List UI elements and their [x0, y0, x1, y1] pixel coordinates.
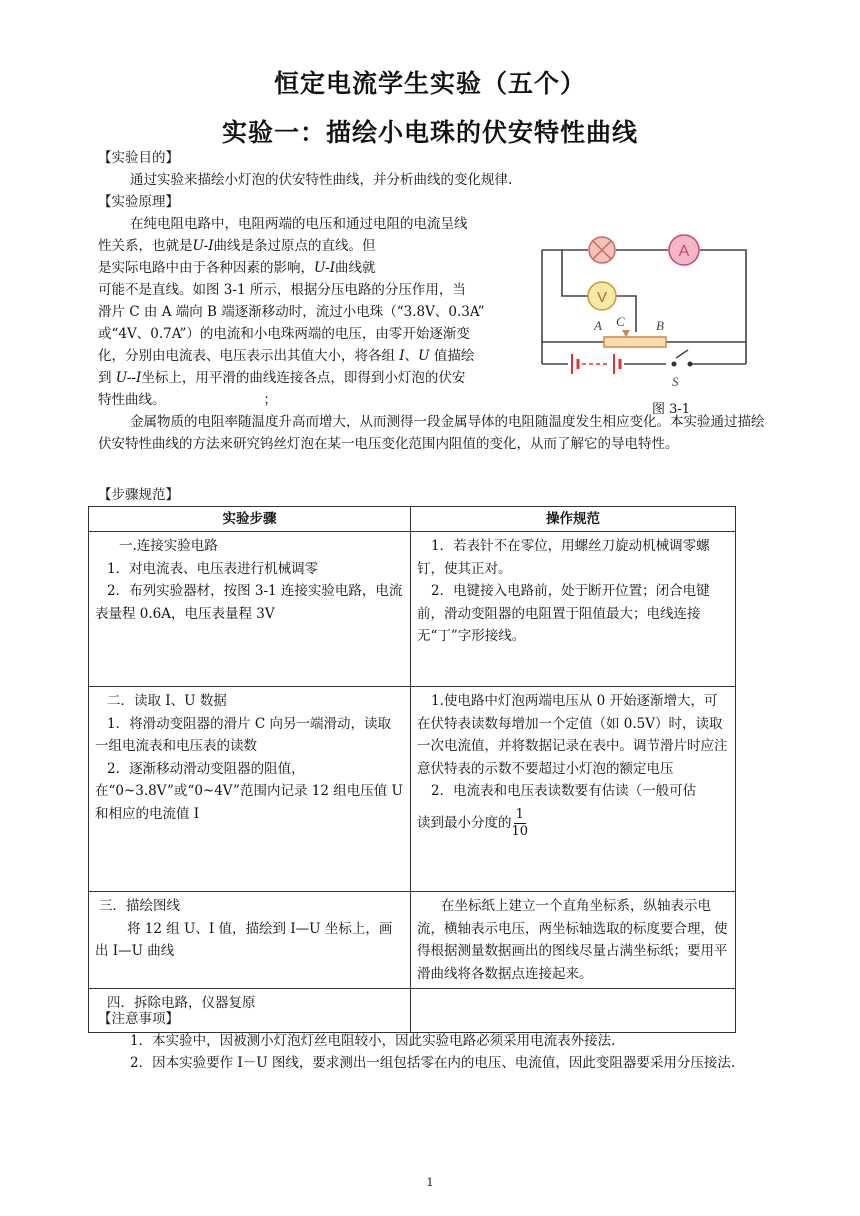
table-row [89, 892, 736, 989]
table-header-row [89, 507, 736, 532]
fraction-one-tenth: $\frac{1}{10}$ [511, 806, 529, 839]
step-cell: 二．读取 I、U 数据 1．将滑动变阻器的滑片 C 向另一端滑动，读取一组电流表和电压表的读数 2．逐渐移动滑动变阻器的阻值，在“0~3.8V”或“0~4V”范围内记录 12 组电压值 U 和相应的电流值 I [89, 687, 411, 892]
principle-line: 化，分别由电流表、电压表示出其值大小，将各组 I、U 值描绘 [98, 348, 475, 364]
steps-heading: 【步骤规范】 [98, 487, 179, 503]
steps-table [88, 506, 736, 1033]
svg-text:S: S [672, 374, 679, 389]
rheostat-icon [593, 314, 666, 347]
step-cell: 四．拆除电路，仪器复原 [89, 989, 411, 1033]
principle-line: 或“4V、0.7A”）的电流和小电珠两端的电压，由零开始逐渐变 [98, 326, 470, 342]
circuit-diagram [538, 226, 762, 396]
principle-line: 是实际电路中由于各种因素的影响，U-I曲线就 [98, 260, 376, 276]
principle-line: 性关系，也就是U-I曲线是条过原点的直线。但 [98, 238, 376, 254]
principle-paragraph: 金属物质的电阻率随温度升高而增大，从而测得一段金属导体的电阻随温度发生相应变化。本实验通过描绘伏安特性曲线的方法来研究钨丝灯泡在某一电压变化范围内阻值的变化，从而了解它的导电特性。 [98, 414, 765, 452]
ammeter-icon [669, 235, 699, 265]
svg-text:B: B [656, 318, 664, 333]
svg-text:A: A [594, 318, 602, 333]
principle-line: 在纯电阻电路中，电阻两端的电压和通过电阻的电流呈线 [130, 216, 468, 232]
svg-text:C: C [616, 314, 625, 329]
note-item: 2．因本实验要作 I－U 图线，要求测出一组包括零在内的电压、电流值，因此变阻器要采用分压接法. [130, 1055, 736, 1071]
switch-icon [672, 362, 693, 390]
purpose-heading: 【实验目的】 [98, 150, 179, 166]
norm-cell [411, 989, 736, 1033]
norm-cell: 在坐标纸上建立一个直角坐标系，纵轴表示电流，横轴表示电压，两坐标轴选取的标度要合理，使得根据测量数据画出的图线尽量占满坐标纸；要用平滑曲线将各数据点连接起来。 [411, 892, 736, 989]
principle-line: 滑片 C 由 A 端向 B 端逐渐移动时，流过小电珠（“3.8V、0.3A” [98, 304, 485, 320]
svg-text:A: A [678, 243, 690, 260]
table-header-norms: 操作规范 [411, 507, 736, 532]
norm-cell: 1．若表针不在零位，用螺丝刀旋动机械调零螺钉，使其正对。 2．电键接入电路前，处于断开位置；闭合电键前，滑动变阻器的电阻置于阻值最大；电线连接无“丁”字形接线。 [411, 532, 736, 687]
page-number: 1 [426, 1176, 434, 1189]
note-item: 1．本实验中，因被测小灯泡灯丝电阻较小，因此实验电路必须采用电流表外接法. [130, 1033, 616, 1049]
norm-cell: 1.使电路中灯泡两端电压从 0 开始逐渐增大，可在伏特表读数每增加一个定值（如 0.5V）时，读取一次电流值，并将数据记录在表中。调节滑片时应注意伏特表的示数不要超过小灯泡的额定电压 2．电流表和电压表读数要有估读（一般可估 读到最小分度的 $\frac{1}{10}$ [411, 687, 736, 892]
table-header-steps: 实验步骤 [89, 507, 411, 532]
notes-heading: 【注意事项】 [98, 1011, 179, 1027]
experiment-title: 实验一：描绘小电珠的伏安特性曲线 [221, 118, 638, 147]
step-cell: 一.连接实验电路 1．对电流表、电压表进行机械调零 2．布列实验器材，按图 3-1 连接实验电路，电流表量程 0.6A，电压表量程 3V [89, 532, 411, 687]
battery-icon [572, 354, 620, 374]
purpose-text: 通过实验来描绘小灯泡的伏安特性曲线，并分析曲线的变化规律. [130, 172, 513, 188]
principle-heading: 【实验原理】 [98, 194, 179, 210]
figure-caption: 图 3-1 [652, 402, 691, 417]
voltmeter-icon [588, 282, 616, 310]
principle-line: 到 U--I坐标上，用平滑的曲线连接各点，即得到小灯泡的伏安 [98, 370, 466, 386]
principle-line: 可能不是直线。如图 3-1 所示，根据分压电路的分压作用，当 [98, 282, 466, 298]
principle-line: 特性曲线。 ； [98, 392, 277, 408]
table-row [89, 687, 736, 892]
document-title: 恒定电流学生实验（五个） [273, 69, 586, 98]
table-row [89, 532, 736, 687]
step-cell: 三．描绘图线 将 12 组 U、I 值，描绘到 I—U 坐标上，画出 I—U 曲线 [89, 892, 411, 989]
table-row [89, 989, 736, 1033]
svg-text:V: V [596, 289, 608, 306]
lamp-icon [589, 237, 615, 263]
